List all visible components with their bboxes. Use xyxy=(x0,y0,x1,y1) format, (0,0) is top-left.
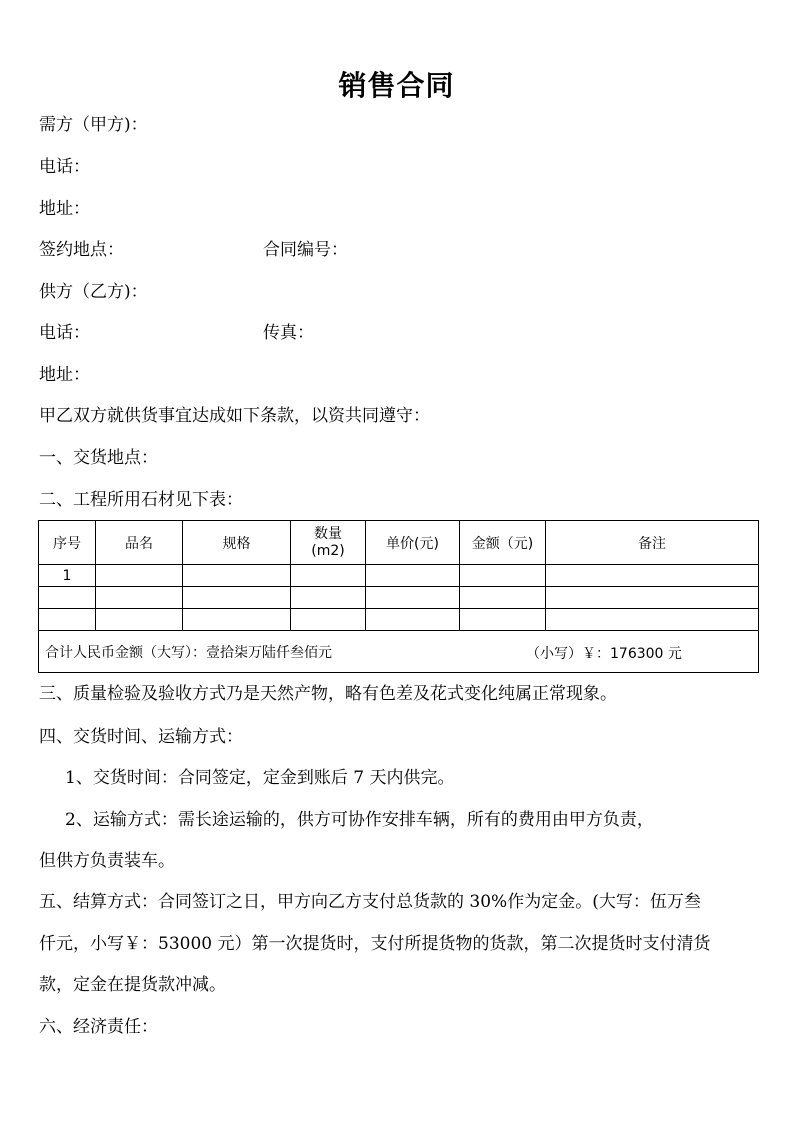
total-cell xyxy=(39,631,759,673)
section-quality-inspection: 三、质量检验及验收方式乃是天然产物，略有色差及花式变化纯属正常现象。 xyxy=(39,684,617,704)
clause-transport-line2: 但供方负责装车。 xyxy=(39,851,175,871)
header-remarks: 备注 xyxy=(546,521,759,565)
header-quantity xyxy=(291,521,366,565)
buyer-label: 需方（甲方)： xyxy=(39,115,148,135)
table-cell xyxy=(460,565,546,587)
signing-place-label: 签约地点： xyxy=(39,240,124,260)
section-settlement-line3: 款，定金在提货款冲减。 xyxy=(39,975,226,995)
table-cell xyxy=(460,587,546,609)
buyer-phone-label: 电话： xyxy=(39,157,90,177)
table-row xyxy=(39,587,759,609)
header-product-name: 品名 xyxy=(96,521,183,565)
section-delivery-place: 一、交货地点： xyxy=(39,448,158,468)
table-cell xyxy=(183,565,291,587)
table-cell xyxy=(366,609,460,631)
total-capital-amount: 合计人民币金额（大写）：壹拾柒万陆仟叁佰元 xyxy=(45,644,332,661)
table-cell: 1 xyxy=(39,565,96,587)
table-cell xyxy=(546,565,759,587)
table-cell xyxy=(291,587,366,609)
seller-phone-label: 电话： xyxy=(39,323,90,343)
header-quantity-label: 数量 xyxy=(314,525,342,542)
section-settlement-line1: 五、结算方式：合同签订之日，甲方向乙方支付总货款的 30%作为定金。(大写：伍万叁 xyxy=(39,892,701,912)
seller-label: 供方（乙方)： xyxy=(39,282,148,302)
header-index: 序号 xyxy=(39,521,96,565)
table-cell xyxy=(291,565,366,587)
contract-number-label: 合同编号： xyxy=(263,240,348,260)
table-cell xyxy=(183,587,291,609)
seller-fax-label: 传真： xyxy=(263,323,314,343)
table-row xyxy=(39,609,759,631)
buyer-address-label: 地址： xyxy=(39,199,90,219)
total-small-amount: （小写）￥：176300 元 xyxy=(526,646,682,662)
header-quantity-unit: (m2) xyxy=(311,542,345,559)
header-amount: 金额（元) xyxy=(460,521,546,565)
section-liability: 六、经济责任： xyxy=(39,1017,158,1037)
intro-clause: 甲乙双方就供货事宜达成如下条款，以资共同遵守： xyxy=(39,406,430,426)
table-cell xyxy=(291,609,366,631)
clause-transport-line1: 2、运输方式：需长途运输的，供方可协作安排车辆，所有的费用由甲方负责， xyxy=(65,810,654,830)
section-delivery-transport: 四、交货时间、运输方式： xyxy=(39,727,243,747)
table-cell xyxy=(96,587,183,609)
table-cell xyxy=(39,609,96,631)
contract-title: 销售合同 xyxy=(338,69,455,102)
table-total-row xyxy=(39,631,759,673)
header-spec: 规格 xyxy=(183,521,291,565)
table-row xyxy=(39,565,759,587)
table-cell xyxy=(96,609,183,631)
table-cell xyxy=(183,609,291,631)
table-cell xyxy=(96,565,183,587)
seller-address-label: 地址： xyxy=(39,365,90,385)
materials-table xyxy=(38,520,759,673)
section-settlement-line2: 仟元，小写￥：53000 元）第一次提货时，支付所提货物的货款，第二次提货时支付清货 xyxy=(39,934,711,954)
clause-delivery-time: 1、交货时间：合同签定，定金到账后 7 天内供完。 xyxy=(65,768,455,788)
table-cell xyxy=(39,587,96,609)
table-cell xyxy=(460,609,546,631)
section-materials: 二、工程所用石材见下表： xyxy=(39,490,243,510)
table-cell xyxy=(546,587,759,609)
table-header-row xyxy=(39,521,759,565)
table-cell xyxy=(366,565,460,587)
header-unit-price: 单价(元) xyxy=(366,521,460,565)
table-cell xyxy=(366,587,460,609)
table-cell xyxy=(546,609,759,631)
